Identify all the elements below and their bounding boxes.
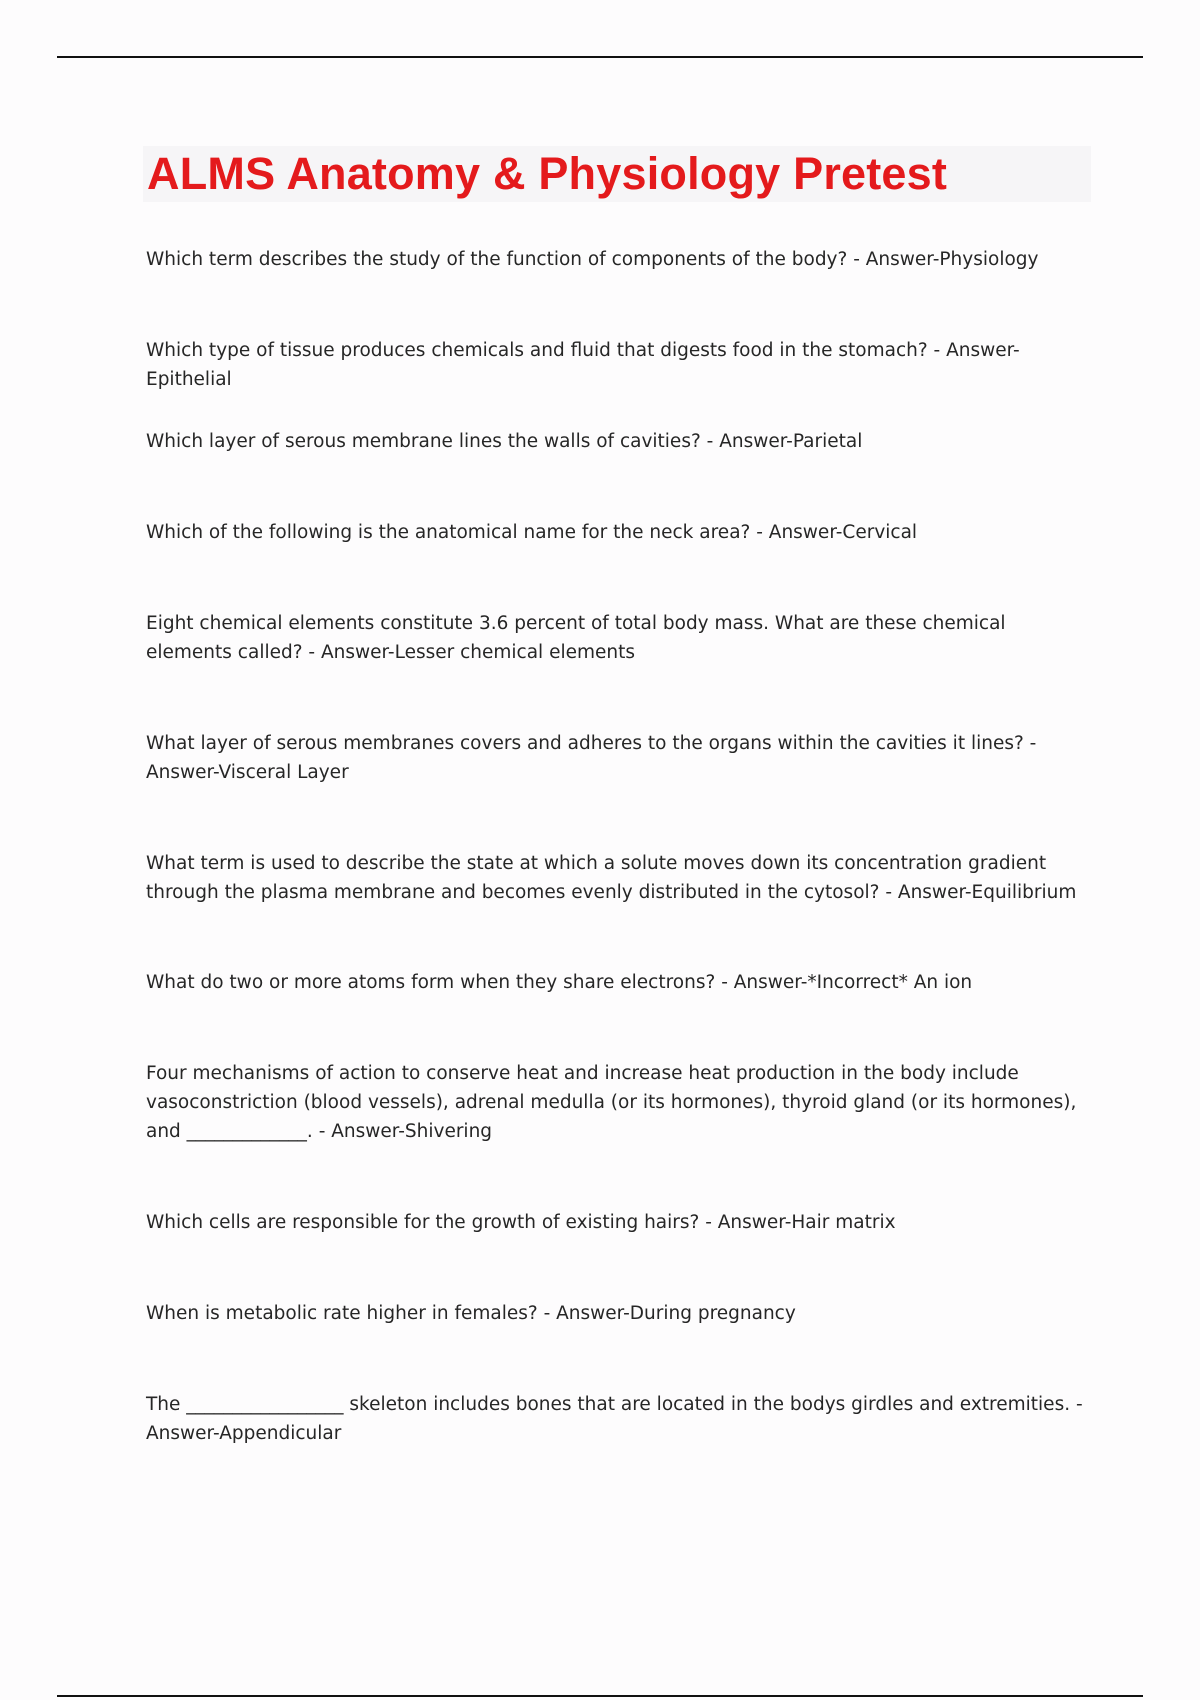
qa-item-7: What term is used to describe the state at which a solute moves down its concentration gradient through the plasma membrane and becomes evenly distributed in the cytosol? - Answer-Equilibrium xyxy=(146,853,1077,903)
title-banner xyxy=(143,146,1091,202)
qa-item-12: The _________________ skeleton includes bones that are located in the bodys girdles and extremities. - Answer-Appendicular xyxy=(146,1394,1083,1444)
document-title: ALMS Anatomy & Physiology Pretest xyxy=(147,148,948,199)
qa-item-2: Which type of tissue produces chemicals and fluid that digests food in the stomach? - Answer-Epithelial xyxy=(146,340,1020,390)
qa-item-9: Four mechanisms of action to conserve heat and increase heat production in the body include vasoconstriction (blood vessels), adrenal medulla (or its hormones), thyroid gland (or its hormones), and _____________. - Answer-Shivering xyxy=(146,1063,1077,1142)
footer-rule xyxy=(57,1695,1143,1697)
qa-item-1: Which term describes the study of the function of components of the body? - Answer-Physiology xyxy=(146,249,1039,270)
qa-item-10: Which cells are responsible for the growth of existing hairs? - Answer-Hair matrix xyxy=(146,1212,896,1233)
qa-item-11: When is metabolic rate higher in females? - Answer-During pregnancy xyxy=(146,1303,796,1324)
qa-item-5: Eight chemical elements constitute 3.6 percent of total body mass. What are these chemical elements called? - Answer-Lesser chemical elements xyxy=(146,613,1006,663)
header-rule xyxy=(57,56,1143,58)
qa-item-8: What do two or more atoms form when they share electrons? - Answer-*Incorrect* An ion xyxy=(146,972,973,993)
qa-item-3: Which layer of serous membrane lines the walls of cavities? - Answer-Parietal xyxy=(146,431,863,452)
qa-item-6: What layer of serous membranes covers and adheres to the organs within the cavities it lines? - Answer-Visceral Layer xyxy=(146,733,1037,783)
qa-item-4: Which of the following is the anatomical name for the neck area? - Answer-Cervical xyxy=(146,522,918,543)
